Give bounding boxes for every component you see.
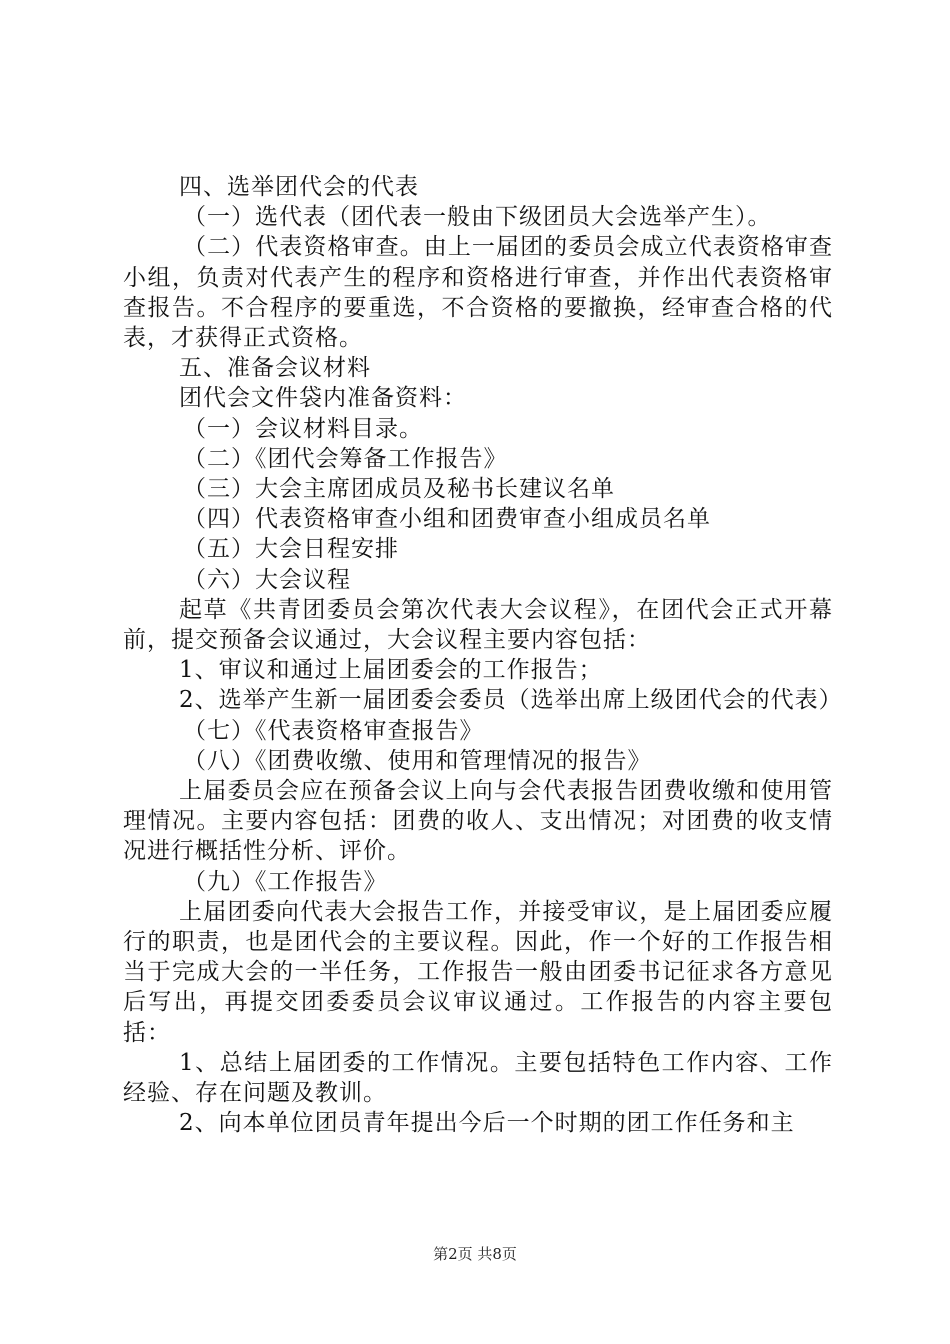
numbered-item: 2、向本单位团员青年提出今后一个时期的团工作任务和主: [179, 1110, 795, 1137]
list-item: （九）《工作报告》: [183, 868, 388, 895]
section-heading-elect-delegates: 四、选举团代会的代表: [179, 174, 419, 200]
list-item: （一）会议材料目录。: [183, 415, 423, 442]
paragraph: 团代会文件袋内准备资料：: [179, 385, 467, 412]
section-heading-meeting-materials: 五、准备会议材料: [179, 355, 371, 382]
list-item: （八）《团费收缴、使用和管理情况的报告》: [183, 747, 652, 774]
list-item: （六）大会议程: [183, 566, 351, 593]
paragraph: 上届团委向代表大会报告工作，并接受审议，是上届团委应履行的职责，也是团代会的主要议程。因此，作一个好的工作报告相当于完成大会的一半任务，工作报告一般由团委书记征求各方意见后写出，再提交团委委员会议审议通过。工作报告的内容主要包括：: [123, 898, 833, 1046]
paragraph: 起草《共青团委员会第次代表大会议程》，在团代会正式开幕前，提交预备会议通过，大会议程主要内容包括：: [123, 596, 833, 654]
list-item: （七）《代表资格审查报告》: [183, 717, 484, 744]
document-body: [123, 172, 843, 1139]
list-item: （二）《团代会筹备工作报告》: [183, 445, 508, 472]
paragraph: 上届委员会应在预备会议上向与会代表报告团费收缴和使用管理情况。主要内容包括：团费的收人、支出情况；对团费的收支情况进行概括性分析、评价。: [123, 778, 833, 865]
paragraph: （一）选代表（团代表一般由下级团员大会选举产生）。: [183, 204, 772, 231]
list-item: （五）大会日程安排: [183, 536, 399, 563]
paragraph: （二）代表资格审查。由上一届团的委员会成立代表资格审查小组，负责对代表产生的程序和资格进行审查，并作出代表资格审查报告。不合程序的要重选，不合资格的要撤换，经审查合格的代表，才获得正式资格。: [123, 234, 833, 352]
page-footer: 第2页 共8页: [433, 1245, 517, 1263]
numbered-item: 2、选举产生新一届团委会委员（选举出席上级团代会的代表）: [179, 687, 843, 714]
list-item: （三）大会主席团成员及秘书长建议名单: [183, 476, 615, 503]
list-item: （四）代表资格审查小组和团费审查小组成员名单: [183, 506, 711, 533]
numbered-item: 1、总结上届团委的工作情况。主要包括特色工作内容、工作经验、存在问题及教训。: [123, 1049, 833, 1107]
numbered-item: 1、审议和通过上届团委会的工作报告；: [179, 657, 603, 684]
